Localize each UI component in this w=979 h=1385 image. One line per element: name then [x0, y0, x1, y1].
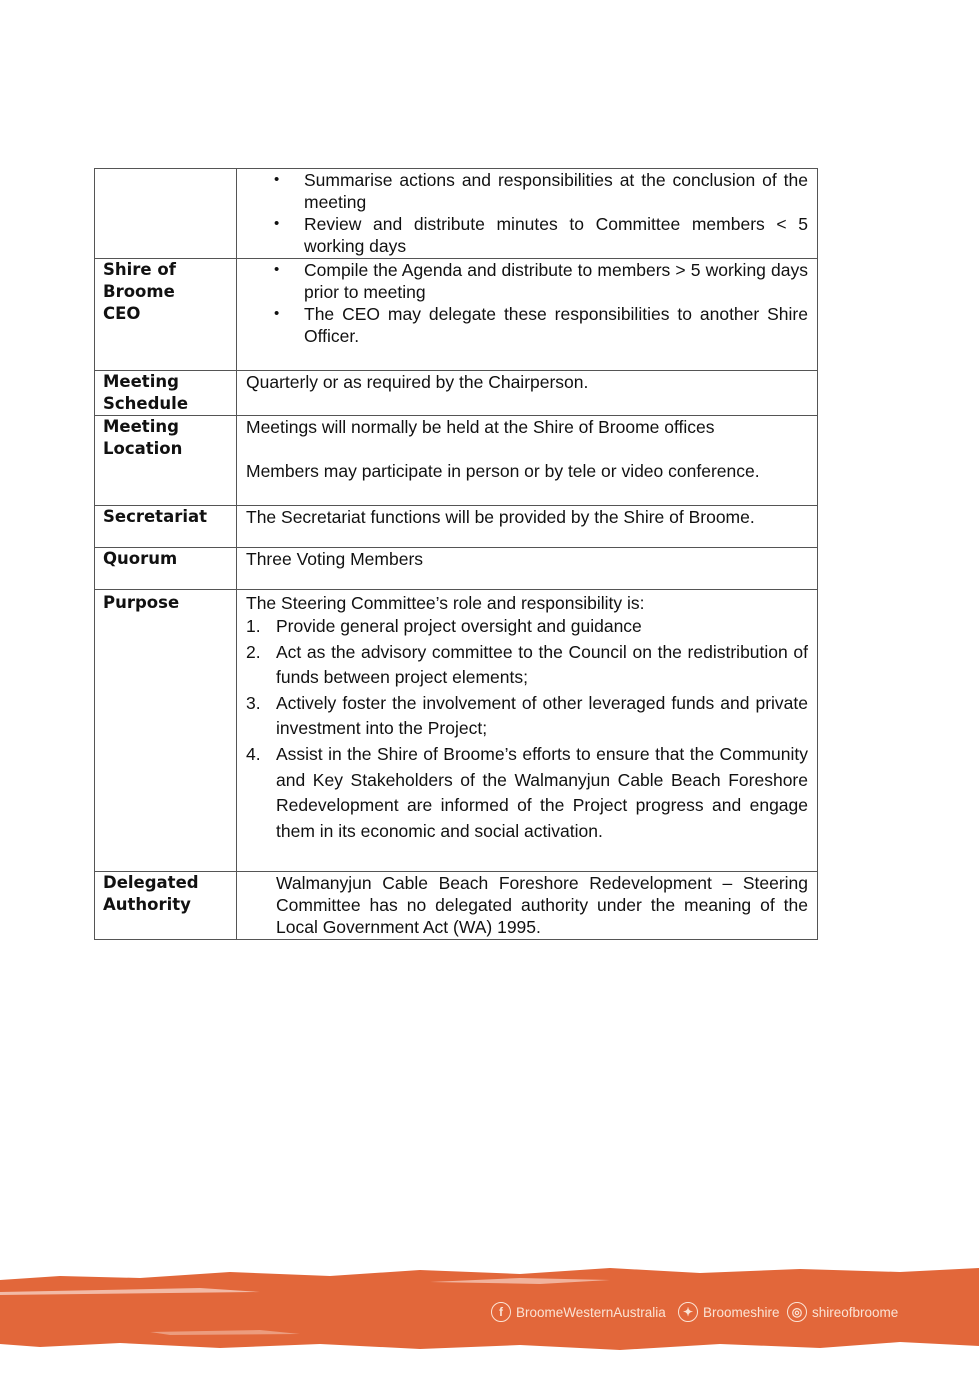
list-item	[246, 640, 808, 691]
list-item: • Review and distribute minutes to Committee members < 5 working days	[304, 213, 808, 257]
purpose-list	[246, 614, 808, 844]
schedule-cell	[237, 371, 818, 416]
facebook-handle: BroomeWesternAustralia	[516, 1304, 666, 1320]
list-text: Actively foster the involvement of other leveraged funds and private investment into the Project;	[276, 692, 808, 739]
twitter-handle: Broomeshire	[703, 1304, 780, 1320]
location-text: Meetings will normally be held at the Shire of Broome offices	[246, 417, 715, 437]
ceo-duties-cell	[237, 259, 818, 371]
table-row-responsibilities-continued	[95, 169, 818, 259]
chairperson-duties-list	[246, 169, 808, 257]
participation-text: Members may participate in person or by tele or video conference.	[246, 461, 760, 481]
purpose-cell	[237, 590, 818, 872]
list-number: 4.	[246, 743, 261, 764]
row-label-secretariat: Secretariat	[95, 506, 237, 548]
twitter-icon: ✦	[678, 1302, 698, 1322]
facebook-icon: f	[491, 1302, 511, 1322]
row-label-quorum: Quorum	[95, 548, 237, 590]
instagram-icon: ◎	[787, 1302, 807, 1322]
list-text: Assist in the Shire of Broome’s efforts to ensure that the Community and Key Stakeholders of the Walmanyjun Cable Beach Foreshore Redevelopment are informed of the Project progress and engage them in its economic and social activation.	[276, 743, 808, 841]
list-item: • Compile the Agenda and distribute to members > 5 working days prior to meeting	[304, 259, 808, 303]
quorum-text: Three Voting Members	[246, 549, 424, 569]
secretariat-text: The Secretariat functions will be provided by the Shire of Broome.	[246, 507, 755, 527]
list-number: 3.	[246, 692, 261, 713]
committee-terms-table	[94, 168, 818, 940]
list-number: 1.	[246, 616, 261, 636]
row-label-purpose: Purpose	[95, 590, 237, 872]
instagram-handle: shireofbroome	[812, 1304, 899, 1320]
responsibilities-cell	[237, 169, 818, 259]
list-item	[246, 691, 808, 742]
row-label-schedule: Meeting Schedule	[95, 371, 237, 416]
quorum-cell	[237, 548, 818, 590]
table-row-location	[95, 416, 818, 506]
empty-label-cell	[95, 169, 237, 259]
table-row-delegated	[95, 872, 818, 940]
list-item: • Summarise actions and responsibilities at the conclusion of the meeting	[304, 169, 808, 213]
schedule-text: Quarterly or as required by the Chairperson.	[246, 372, 589, 392]
list-item	[246, 742, 808, 844]
list-item	[246, 614, 808, 640]
table-row-secretariat	[95, 506, 818, 548]
social-facebook[interactable]	[491, 1300, 666, 1324]
social-twitter[interactable]	[678, 1300, 780, 1324]
social-instagram[interactable]	[787, 1300, 898, 1324]
delegated-text: Walmanyjun Cable Beach Foreshore Redevelopment – Steering Committee has no delegated authority under the meaning of the Local Government Act (WA) 1995.	[276, 873, 808, 937]
list-item: • The CEO may delegate these responsibilities to another Shire Officer.	[304, 303, 808, 347]
table-row-schedule	[95, 371, 818, 416]
list-text: Act as the advisory committee to the Council on the redistribution of funds between project elements;	[276, 641, 808, 688]
location-cell	[237, 416, 818, 506]
list-number: 2.	[246, 641, 261, 662]
list-text: Provide general project oversight and guidance	[276, 616, 642, 636]
purpose-intro: The Steering Committee’s role and responsibility is:	[246, 593, 645, 613]
row-label-location: Meeting Location	[95, 416, 237, 506]
ceo-duties-list	[246, 259, 808, 347]
table-row-purpose	[95, 590, 818, 872]
row-label-ceo: Shire of Broome CEO	[95, 259, 237, 371]
table-row-quorum	[95, 548, 818, 590]
secretariat-cell	[237, 506, 818, 548]
delegated-cell	[237, 872, 818, 940]
table-row-ceo	[95, 259, 818, 371]
row-label-delegated: Delegated Authority	[95, 872, 237, 940]
